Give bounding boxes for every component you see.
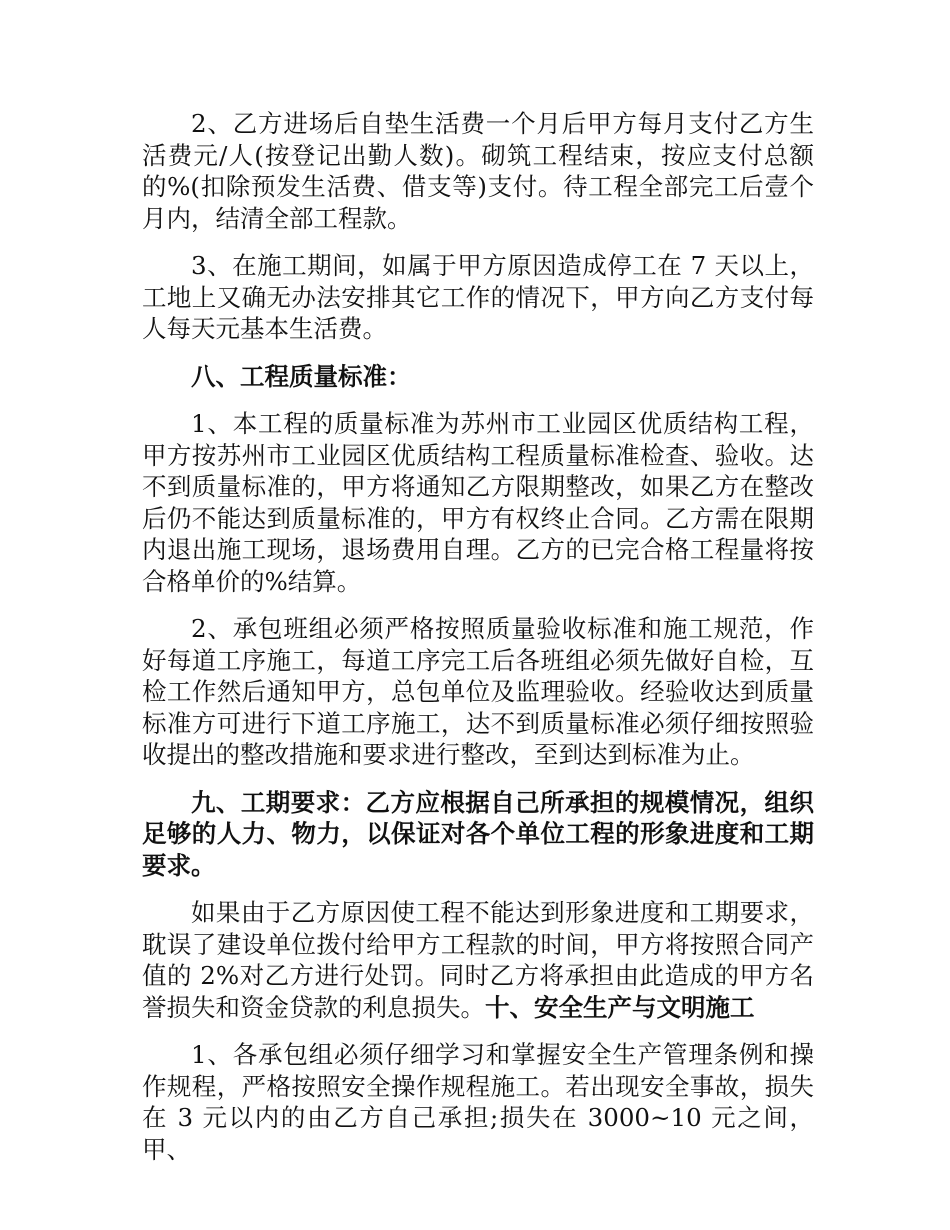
section-heading-safety-production: 十、安全生产与文明施工 — [485, 992, 755, 1022]
document-page — [142, 108, 814, 1181]
paragraph-quality-standard: 1、本工程的质量标准为苏州市工业园区优质结构工程，甲方按苏州市工业园区优质结构工程质量标准检查、验收。达不到质量标准的，甲方将通知乙方限期整改，如果乙方在整改后仍不能达到质量标准的，甲方有权终止合同。乙方需在限期内退出施工现场，退场费用自理。乙方的已完合格工程量将按合格单价的%结算。 — [142, 409, 814, 596]
paragraph-work-stoppage: 3、在施工期间，如属于甲方原因造成停工在 7 天以上，工地上又确无办法安排其它工作的情况下，甲方向乙方支付每人每天元基本生活费。 — [142, 251, 814, 343]
paragraph-quality-inspection: 2、承包班组必须严格按照质量验收标准和施工规范，作好每道工序施工，每道工序完工后各班组必须先做好自检，互检工作然后通知甲方，总包单位及监理验收。经验收达到质量标准方可进行下道工序施工，达不到质量标准必须仔细按照验收提出的整改措施和要求进行整改，至到达到标准为止。 — [142, 614, 814, 769]
paragraph-schedule-penalty — [142, 897, 814, 1023]
schedule-penalty-text: 如果由于乙方原因使工程不能达到形象进度和工期要求，耽误了建设单位拨付给甲方工程款的时间，甲方将按照合同产值的 2%对乙方进行处罚。同时乙方将承担由此造成的甲方名誉损失和资金贷款的利息损失。 — [142, 898, 814, 1022]
section-heading-schedule-requirements: 九、工期要求：乙方应根据自己所承担的规模情况，组织足够的人力、物力，以保证对各个单位工程的形象进度和工期要求。 — [142, 787, 814, 880]
paragraph-living-expenses: 2、乙方进场后自垫生活费一个月后甲方每月支付乙方生活费元/人(按登记出勤人数)。砌筑工程结束，按应支付总额的%(扣除预发生活费、借支等)支付。待工程全部完工后壹个月内，结清全部工程款。 — [142, 109, 814, 233]
paragraph-safety-rules: 1、各承包组必须仔细学习和掌握安全生产管理条例和操作规程，严格按照安全操作规程施工。若出现安全事故，损失在 3 元以内的由乙方自己承担;损失在 3000~10 元之间，甲、 — [142, 1040, 814, 1164]
section-heading-quality-standard: 八、工程质量标准： — [191, 361, 412, 391]
